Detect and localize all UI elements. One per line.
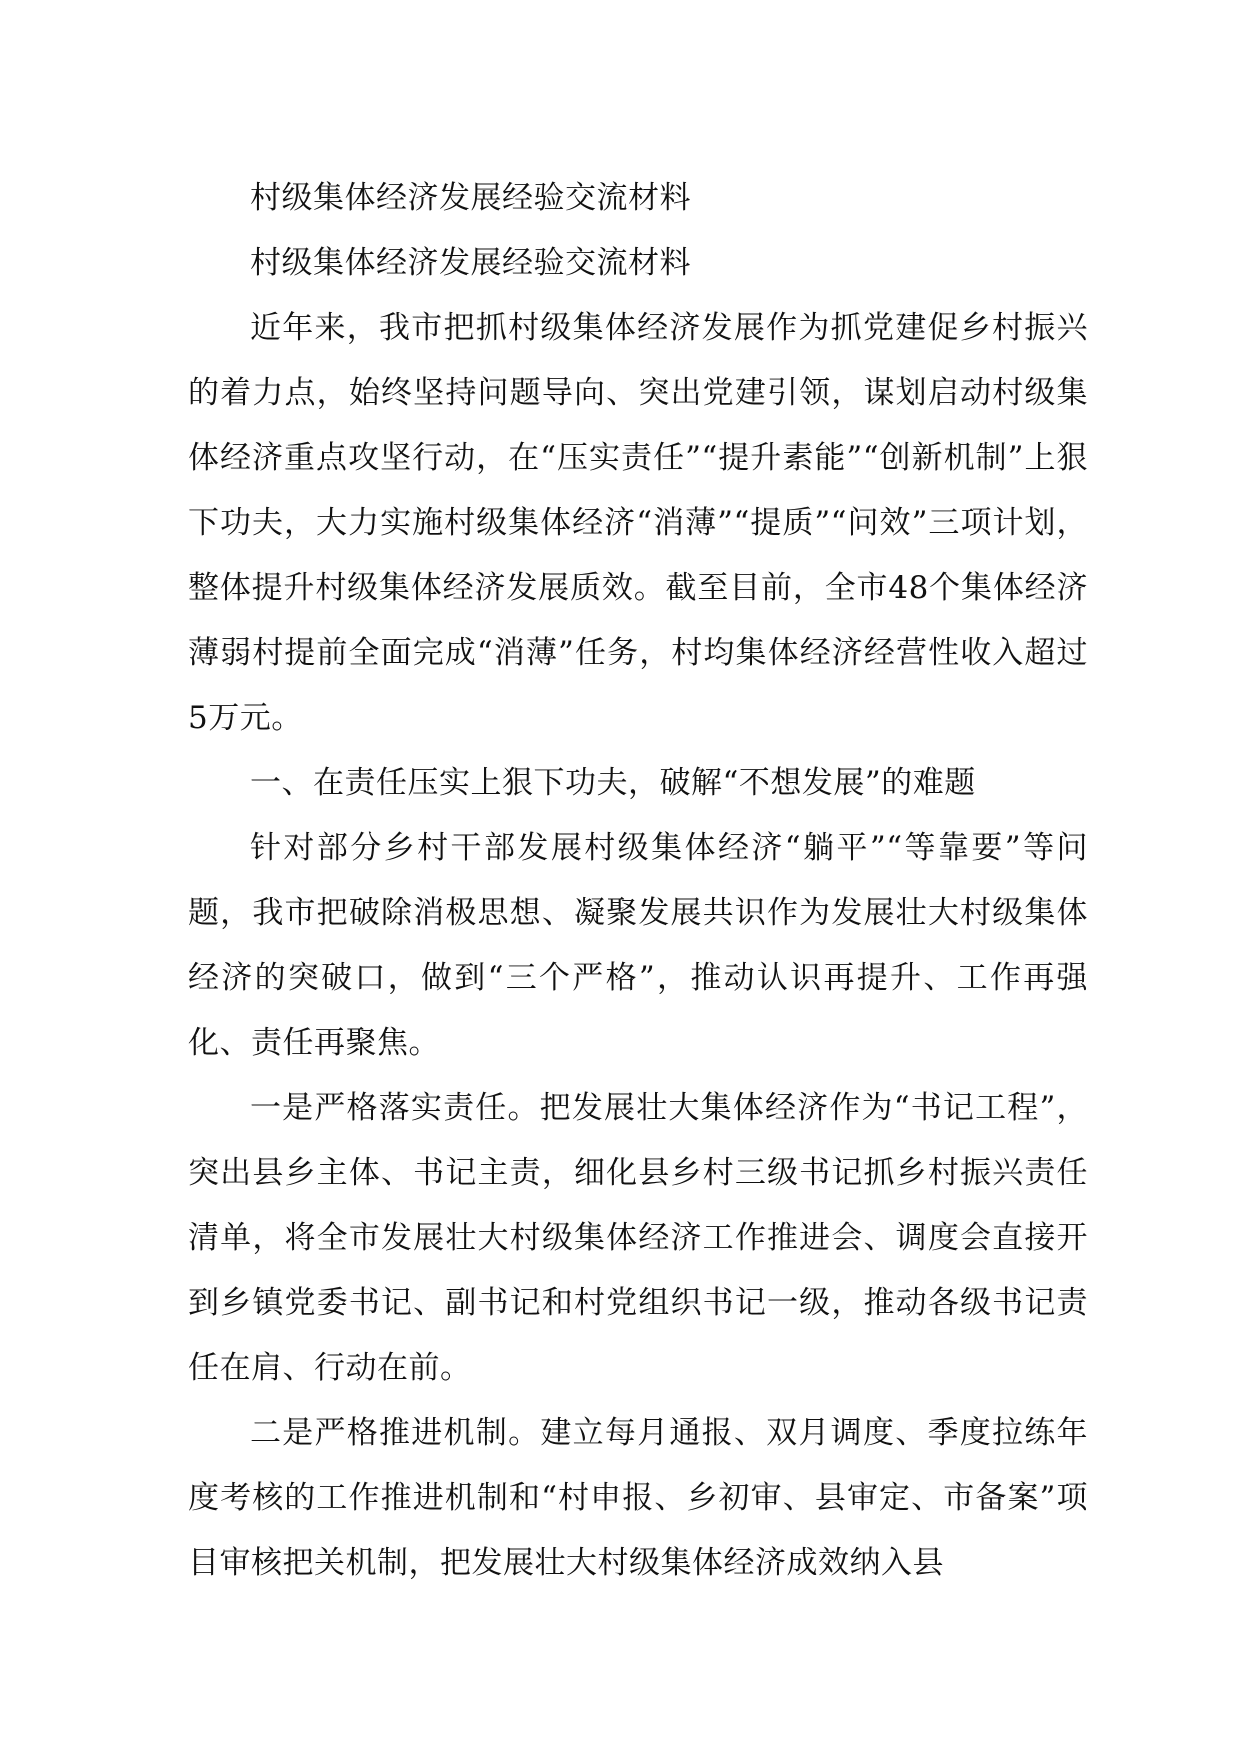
point-2-paragraph: 二是严格推进机制。建立每月通报、双月调度、季度拉练年度考核的工作推进机制和“村申报、乡初审、县审定、市备案”项目审核把关机制，把发展壮大村级集体经济成效纳入县 <box>188 1415 1088 1581</box>
point-1-paragraph: 一是严格落实责任。把发展壮大集体经济作为“书记工程”，突出县乡主体、书记主责，细化县乡村三级书记抓乡村振兴责任清单，将全市发展壮大村级集体经济工作推进会、调度会直接开到乡镇党委书记、副书记和村党组织书记一级，推动各级书记责任在肩、行动在前。 <box>188 1090 1088 1386</box>
section-1-paragraph: 针对部分乡村干部发展村级集体经济“躺平”“等靠要”等问题，我市把破除消极思想、凝聚发展共识作为发展壮大村级集体经济的突破口，做到“三个严格”，推动认识再提升、工作再强化、责任再聚焦。 <box>188 830 1088 1061</box>
document-subtitle: 村级集体经济发展经验交流材料 <box>250 245 691 281</box>
document-title: 村级集体经济发展经验交流材料 <box>250 180 691 216</box>
intro-paragraph: 近年来，我市把抓村级集体经济发展作为抓党建促乡村振兴的着力点，始终坚持问题导向、突出党建引领，谋划启动村级集体经济重点攻坚行动，在“压实责任”“提升素能”“创新机制”上狠下功夫，大力实施村级集体经济“消薄”“提质”“问效”三项计划，整体提升村级集体经济发展质效。截至目前，全市48个集体经济薄弱村提前全面完成“消薄”任务，村均集体经济经营性收入超过5万元。 <box>188 310 1088 736</box>
document-body <box>188 166 1088 1596</box>
section-heading-1: 一、在责任压实上狠下功夫，破解“不想发展”的难题 <box>250 765 976 801</box>
